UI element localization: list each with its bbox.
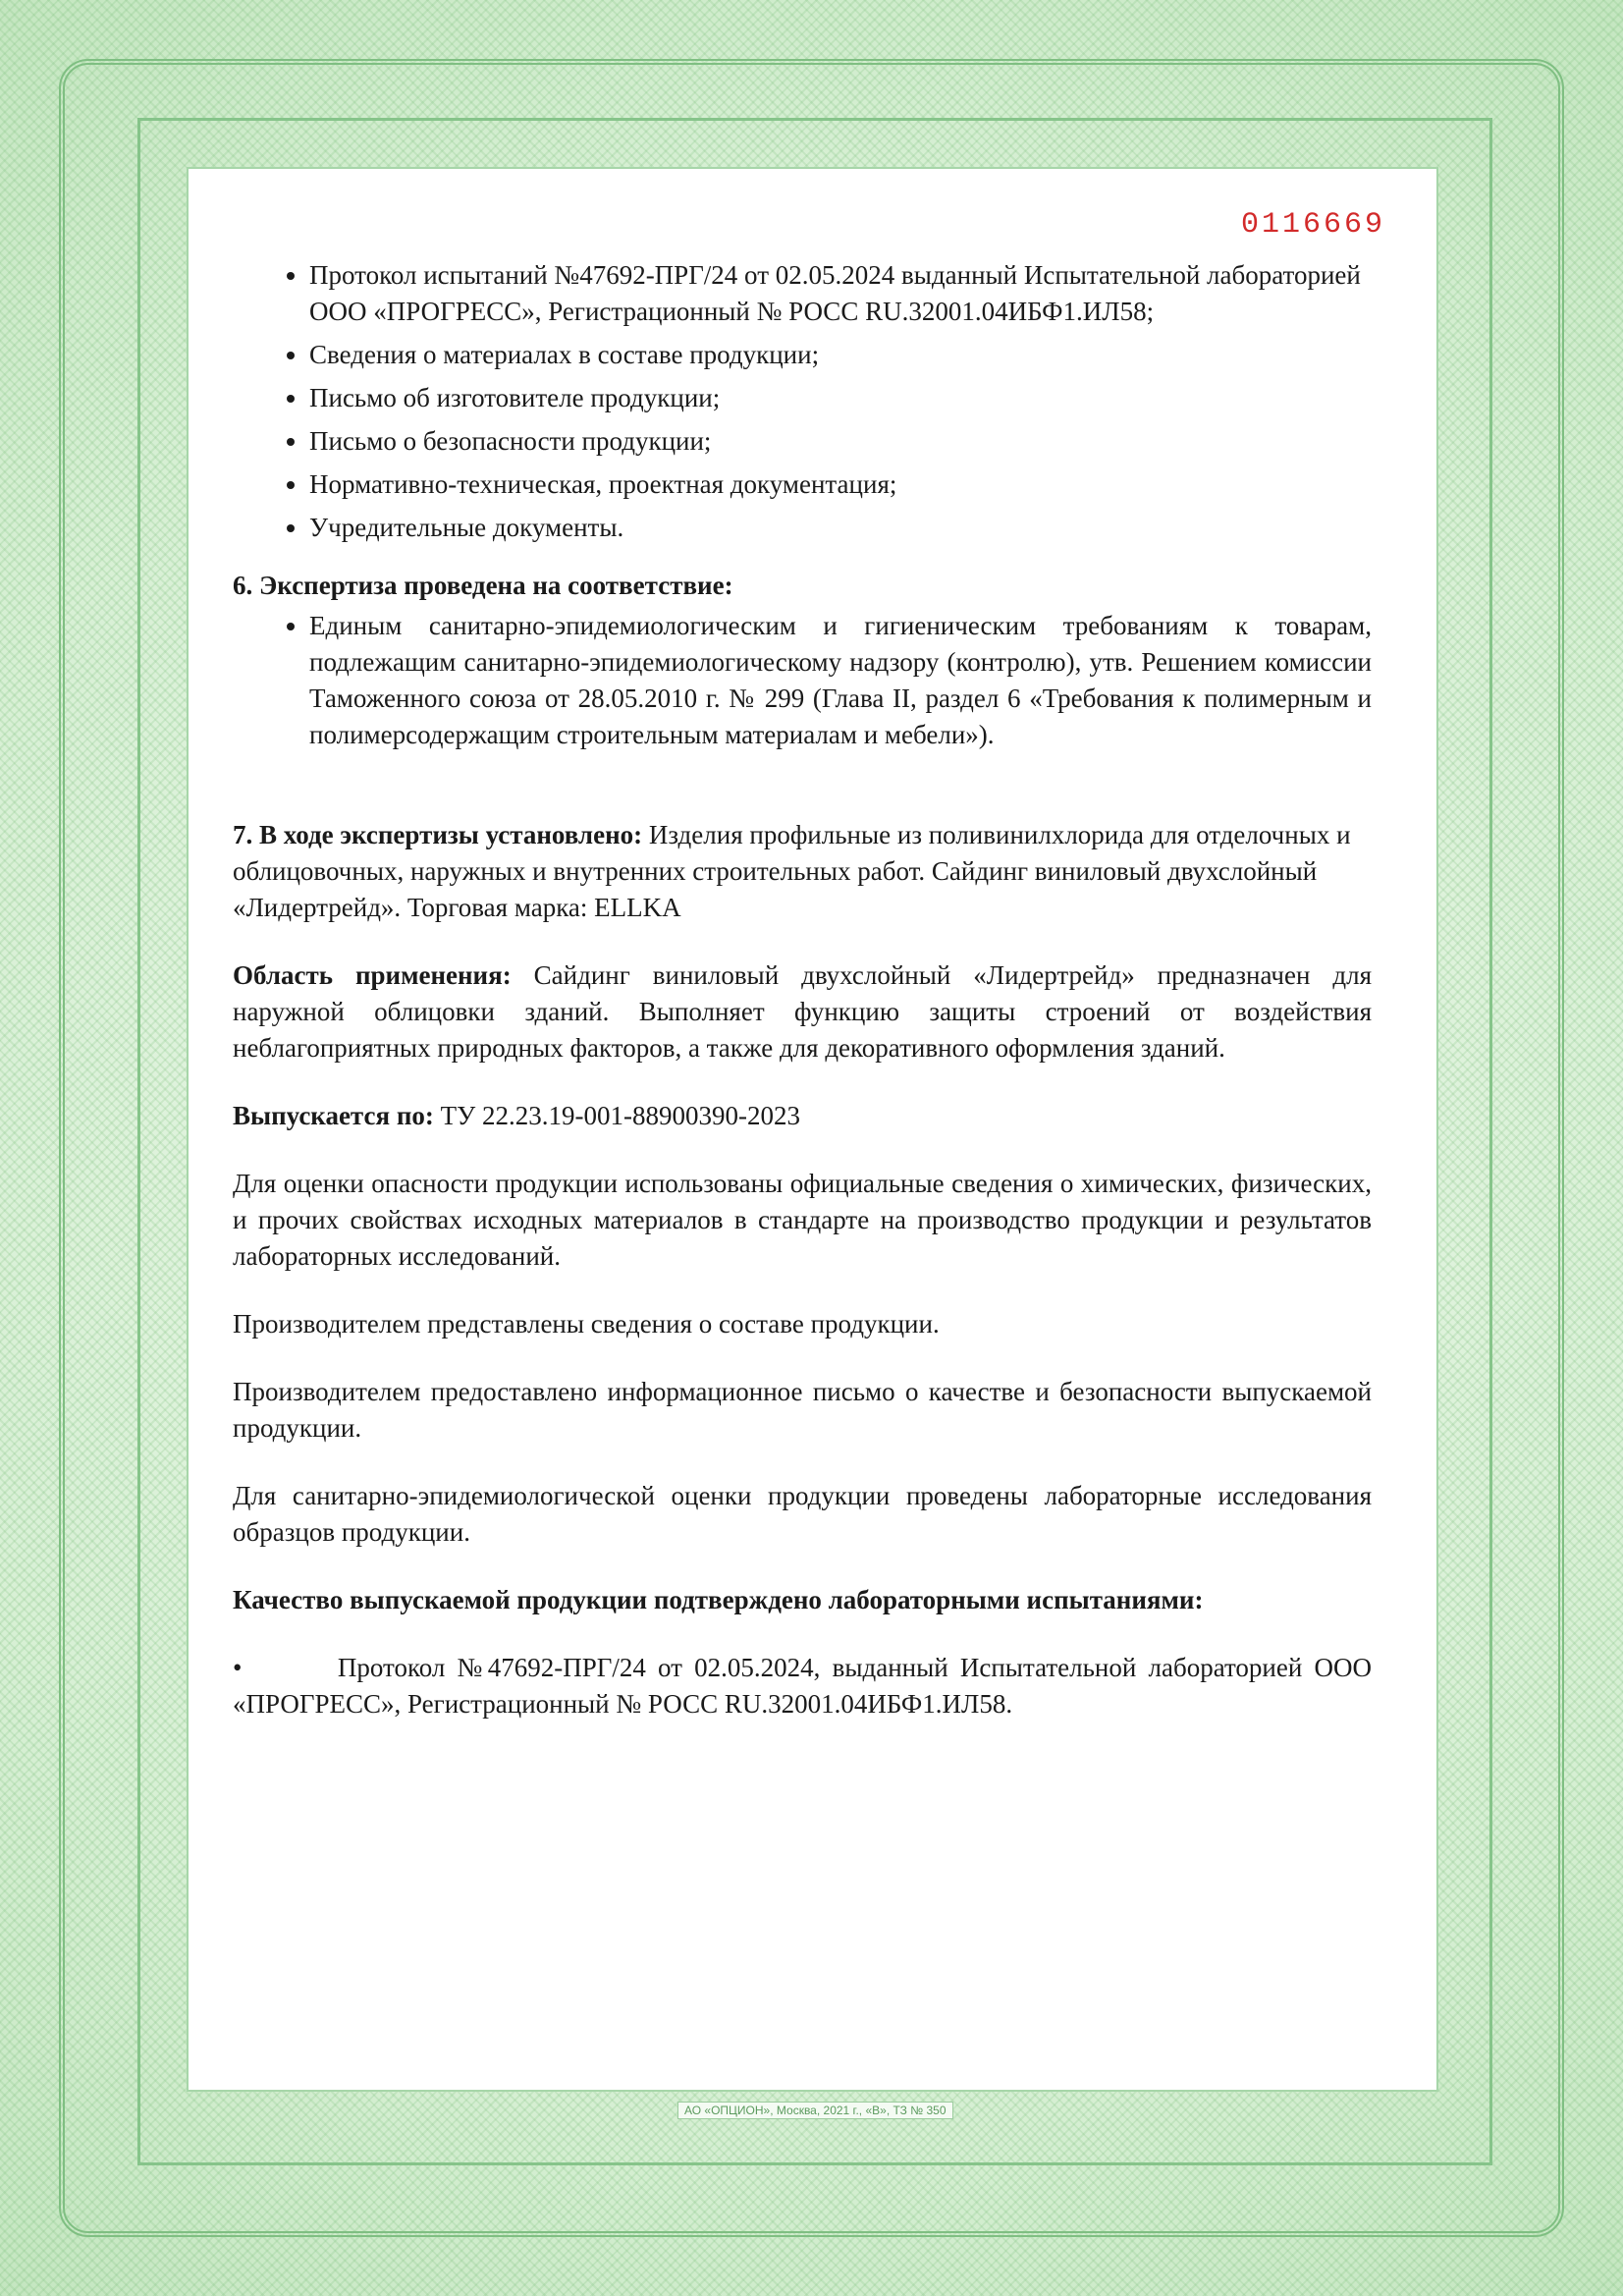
document-body: [233, 257, 1372, 1722]
list-item: • Сведения о материалах в составе продукции;: [309, 337, 1372, 373]
section-7-label: 7. В ходе экспертизы установлено:: [233, 820, 643, 849]
list-item: • Учредительные документы.: [309, 510, 1372, 546]
paragraph-1: Для оценки опасности продукции использованы официальные сведения о химических, физических, и прочих свойствах исходных материалов в стандарте на производство продукции и результатов лабораторных исследований.: [233, 1169, 1372, 1271]
list-item: • Протокол испытаний №47692-ПРГ/24 от 02.05.2024 выданный Испытательной лабораторией ООО «ПРОГРЕСС», Регистрационный № РОСС RU.32001.04ИБФ1.ИЛ58;: [309, 257, 1372, 330]
quality-item: [233, 1650, 1372, 1722]
quality-title: Качество выпускаемой продукции подтверждено лабораторными испытаниями:: [233, 1585, 1204, 1614]
section-7-paragraph: [233, 817, 1372, 926]
section-6-list: [233, 608, 1372, 753]
paragraph-2: Производителем представлены сведения о составе продукции.: [233, 1309, 940, 1339]
list-item: • Письмо о безопасности продукции;: [309, 423, 1372, 460]
bullet-glyph: •: [233, 1653, 243, 1682]
scope-paragraph: [233, 957, 1372, 1066]
scope-label: Область применения:: [233, 960, 512, 990]
section-6-title: 6. Экспертиза проведена на соответствие:: [233, 571, 733, 600]
quality-item-text: Протокол №47692-ПРГ/24 от 02.05.2024, выданный Испытательной лабораторией ООО «ПРОГРЕСС», Регистрационный № РОСС RU.32001.04ИБФ1.ИЛ58.: [233, 1653, 1372, 1719]
printer-imprint: АО «ОПЦИОН», Москва, 2021 г., «В», ТЗ № 350: [677, 2102, 953, 2119]
produced-paragraph: [233, 1098, 1372, 1134]
produced-label: Выпускается по:: [233, 1101, 434, 1130]
paragraph-4: Для санитарно-эпидемиологической оценки продукции проведены лабораторные исследования образцов продукции.: [233, 1481, 1372, 1547]
produced-text: ТУ 22.23.19-001-88900390-2023: [433, 1101, 801, 1130]
list-item: • Письмо об изготовителе продукции;: [309, 380, 1372, 416]
section-7-text: Изделия профильные из поливинилхлорида для отделочных и облицовочных, наружных и внутренних строительных работ. Сайдинг виниловый двухслойный «Лидертрейд». Торговая марка: ELLKA: [233, 820, 1351, 922]
list-item: • Нормативно-техническая, проектная документация;: [309, 466, 1372, 503]
serial-number: 0116669: [1240, 208, 1385, 242]
list-item: • Единым санитарно-эпидемиологическим и гигиеническим требованиям к товарам, подлежащим санитарно-эпидемиологическому надзору (контролю), утв. Решением комиссии Таможенного союза от 28.05.2010 г. № 299 (Глава II, раздел 6 «Требования к полимерным и полимерсодержащим строительным материалам и мебели»).: [309, 608, 1372, 753]
paragraph-3: Производителем предоставлено информационное письмо о качестве и безопасности выпускаемой продукции.: [233, 1377, 1372, 1443]
scope-text: Сайдинг виниловый двухслойный «Лидертрейд» предназначен для наружной облицовки зданий. Выполняет функцию защиты строений от воздействия неблагоприятных природных факторов, а также для декоративного оформления зданий.: [233, 960, 1372, 1063]
documents-list: [233, 257, 1372, 546]
document-content: [187, 167, 1438, 2092]
